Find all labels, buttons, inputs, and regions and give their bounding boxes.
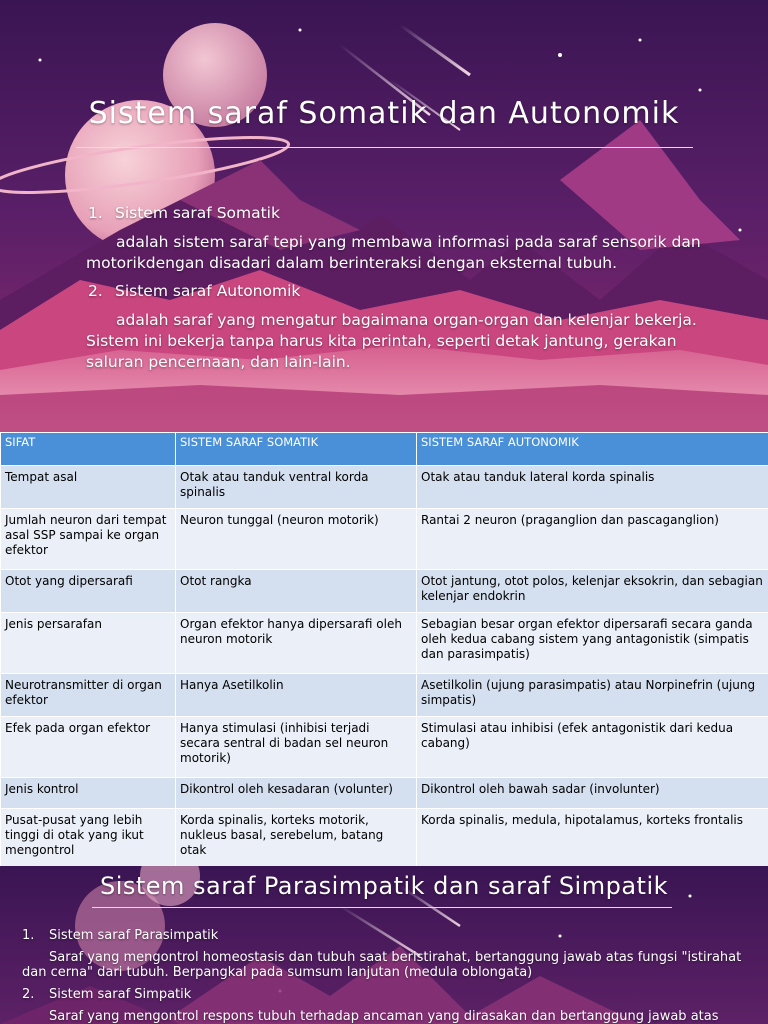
- table-cell: Dikontrol oleh kesadaran (volunter): [176, 778, 417, 809]
- table-header-row: [1, 433, 768, 466]
- table-cell: Hanya stimulasi (inhibisi terjadi secara sentral di badan sel neuron motorik): [176, 717, 417, 778]
- slide-somatik-autonomik: [0, 0, 768, 432]
- item-heading-parasimpatik: 1. Sistem saraf Parasimpatik: [22, 928, 219, 943]
- item-text-autonomik: adalah saraf yang mengatur bagaimana organ-organ dan kelenjar bekerja. Sistem ini bekerja tanpa harus kita perintah, seperti detak jantung, gerakan saluran pencernaan, dan lain-lain.: [86, 311, 697, 371]
- table-cell: Neuron tunggal (neuron motorik): [176, 509, 417, 570]
- table-cell: Hanya Asetilkolin: [176, 674, 417, 717]
- header-somatik: SISTEM SARAF SOMATIK: [176, 433, 417, 466]
- table-row: [1, 809, 768, 870]
- table-cell: Neurotransmitter di organ efektor: [1, 674, 176, 717]
- slide-title: Sistem saraf Parasimpatik dan saraf Simpatik: [99, 872, 669, 900]
- table-cell: Otak atau tanduk ventral korda spinalis: [176, 466, 417, 509]
- title-underline: [76, 147, 693, 148]
- table-row: [1, 570, 768, 613]
- table-cell: Sebagian besar organ efektor dipersarafi secara ganda oleh kedua cabang sistem yang antagonistik (simpatis dan parasimpatis): [417, 613, 768, 674]
- table-cell: Otot jantung, otot polos, kelenjar eksokrin, dan sebagian kelenjar endokrin: [417, 570, 768, 613]
- table-cell: Jenis kontrol: [1, 778, 176, 809]
- table-row: [1, 674, 768, 717]
- table-cell: Pusat-pusat yang lebih tinggi di otak yang ikut mengontrol: [1, 809, 176, 870]
- table-cell: Rantai 2 neuron (praganglion dan pascaganglion): [417, 509, 768, 570]
- table-row: [1, 613, 768, 674]
- table-cell: Organ efektor hanya dipersarafi oleh neuron motorik: [176, 613, 417, 674]
- table-cell: Jumlah neuron dari tempat asal SSP sampai ke organ efektor: [1, 509, 176, 570]
- table-row: [1, 717, 768, 778]
- item-heading-simpatik: 2. Sistem saraf Simpatik: [22, 987, 192, 1002]
- table-cell: Tempat asal: [1, 466, 176, 509]
- table-cell: Otak atau tanduk lateral korda spinalis: [417, 466, 768, 509]
- item-heading-autonomik: 2. Sistem saraf Autonomik: [88, 282, 301, 300]
- table-cell: Korda spinalis, korteks motorik, nukleus basal, serebelum, batang otak: [176, 809, 417, 870]
- item-text-parasimpatik: Saraf yang mengontrol homeostasis dan tubuh saat beristirahat, bertanggung jawab atas fungsi "istirahat dan cerna" dari tubuh. Berpangkal pada sumsum lanjutan (medula oblongata): [22, 950, 742, 980]
- slide-title: Sistem saraf Somatik dan Autonomik: [88, 96, 680, 131]
- table-cell: Korda spinalis, medula, hipotalamus, korteks frontalis: [417, 809, 768, 870]
- table-row: [1, 466, 768, 509]
- table-cell: Asetilkolin (ujung parasimpatis) atau Norpinefrin (ujung simpatis): [417, 674, 768, 717]
- table-cell: Efek pada organ efektor: [1, 717, 176, 778]
- table-cell: Stimulasi atau inhibisi (efek antagonistik dari kedua cabang): [417, 717, 768, 778]
- table-cell: Otot rangka: [176, 570, 417, 613]
- table-row: [1, 778, 768, 809]
- table-cell: Jenis persarafan: [1, 613, 176, 674]
- header-sifat: SIFAT: [1, 433, 176, 466]
- item-heading-somatik: 1. Sistem saraf Somatik: [88, 204, 280, 222]
- table-cell: Dikontrol oleh bawah sadar (involunter): [417, 778, 768, 809]
- table-cell: Otot yang dipersarafi: [1, 570, 176, 613]
- title-underline: [92, 907, 672, 908]
- header-autonomik: SISTEM SARAF AUTONOMIK: [417, 433, 768, 466]
- item-text-simpatik: Saraf yang mengontrol respons tubuh terhadap ancaman yang dirasakan dan bertanggung jawab atas: [49, 1009, 719, 1024]
- table-row: [1, 509, 768, 570]
- item-text-somatik: adalah sistem saraf tepi yang membawa informasi pada saraf sensorik dan motorikdengan disadari dalam berinteraksi dengan eksternal tubuh.: [86, 233, 701, 272]
- slide-parasimpatik-simpatik: [0, 866, 768, 1024]
- comparison-table: [0, 432, 768, 870]
